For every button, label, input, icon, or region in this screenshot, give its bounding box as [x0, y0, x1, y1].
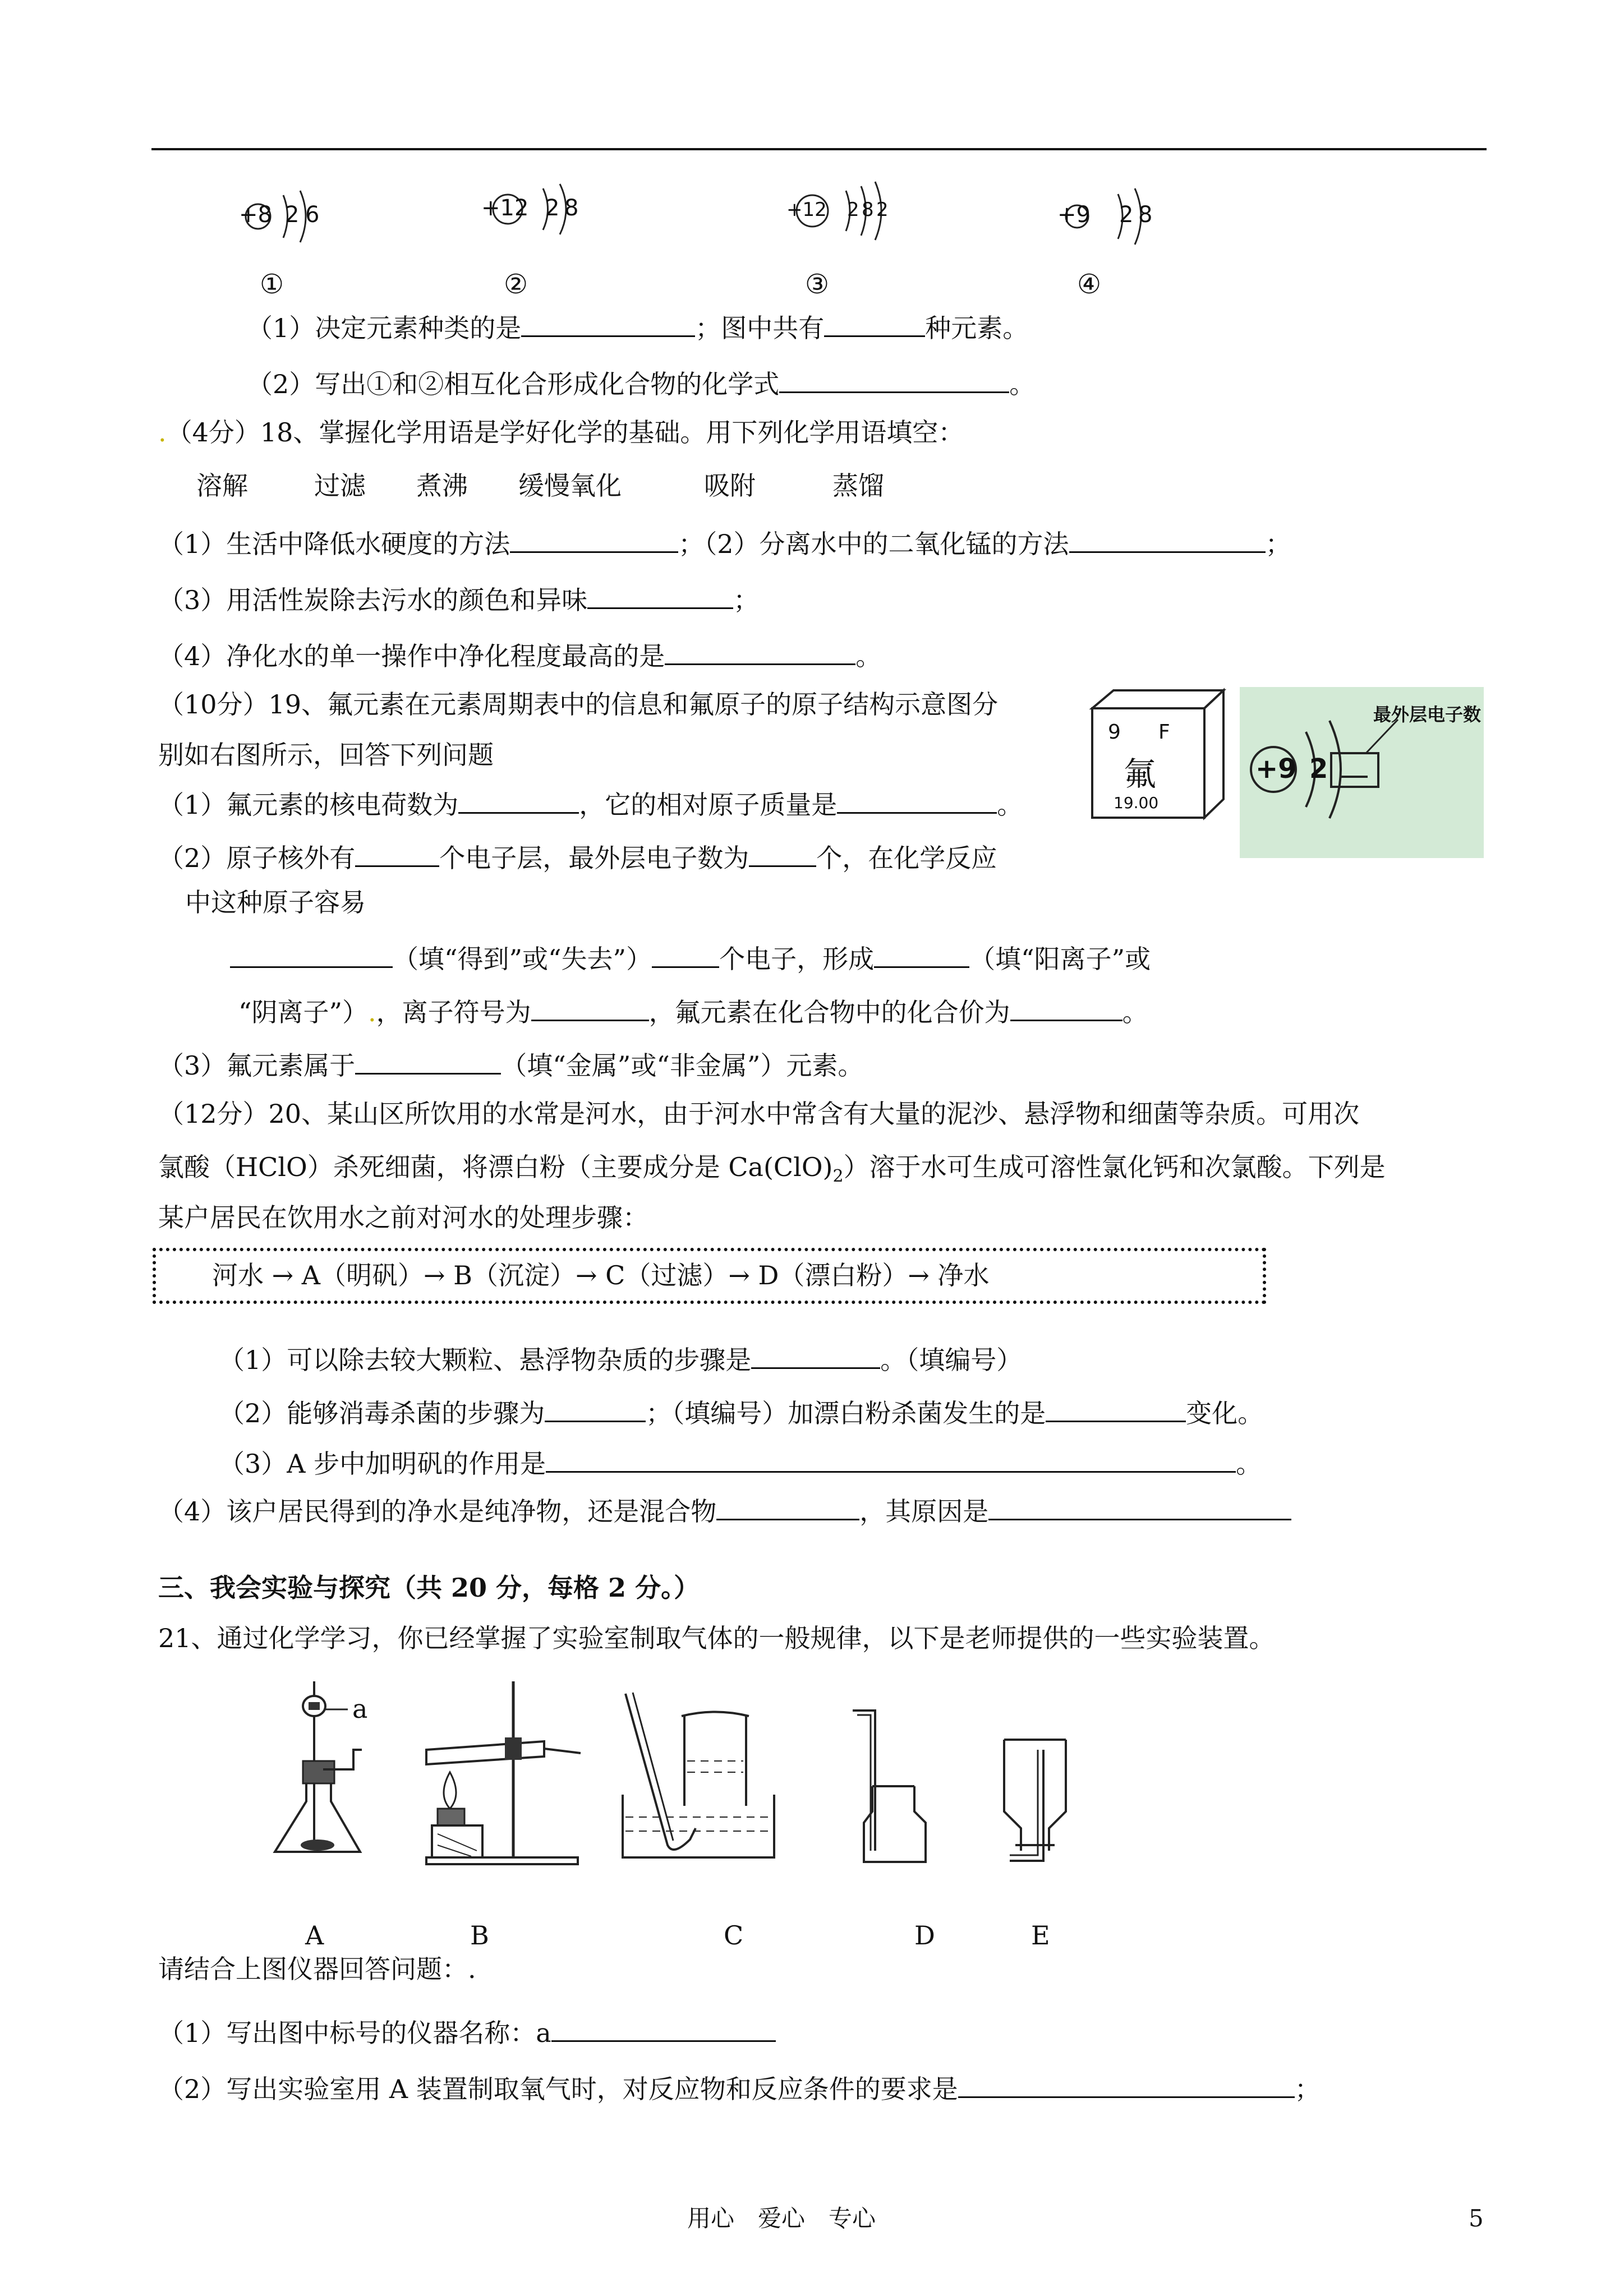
q20-step-3: （3）A 步中加明矾的作用是 。 [219, 1444, 1262, 1481]
q20-process-flow: 河水 → A（明矾）→ B（沉淀）→ C（过滤）→ D（漂白粉）→ 净水 [212, 1260, 990, 1290]
fluorine-symbol: F [1158, 721, 1170, 744]
apparatus-e [999, 1733, 1083, 1868]
term-distill: 蒸馏 [832, 471, 884, 501]
q21-intro: 请结合上图仪器回答问题：. [158, 1954, 476, 1984]
q19-line-3: 中这种原子容易 [185, 887, 366, 918]
apparatus-d-svg [847, 1705, 931, 1868]
apparatus-c [617, 1677, 780, 1868]
q19-line-2: （2）原子核外有 个电子层，最外层电子数为 个，在化学反应 [158, 838, 997, 875]
section-3-title: 三、我会实验与探究（共 20 分，每格 2 分。） [158, 1573, 700, 1603]
fluorine-nucleus: +9 [1255, 753, 1297, 785]
q19-blank-valence[interactable] [1010, 993, 1122, 1021]
apparatus-label-e: E [1031, 1920, 1050, 1951]
footer-motto: 用心 爱心 专心 [687, 2205, 876, 2232]
atom-1-shell-1: 2 [285, 202, 300, 228]
apparatus-label-d: D [914, 1920, 935, 1951]
atom-3-shell-2: 8 [862, 199, 874, 221]
term-adsorb: 吸附 [704, 471, 756, 501]
q21-blank-instrument-a[interactable] [551, 2013, 776, 2042]
q20-process-box [153, 1248, 1266, 1304]
q19-line-6: （3）氟元素属于 （填“金属”或“非金属”）元素。 [158, 1046, 863, 1083]
apparatus-d-wrap [847, 1705, 931, 1868]
fluorine-structure-panel [1240, 687, 1484, 858]
atom-number-3: ③ [805, 269, 830, 300]
atom-diagram-4 [1057, 178, 1203, 251]
apparatus-b-svg [415, 1677, 595, 1868]
atom-2-shell-2: 8 [564, 195, 579, 221]
outer-electron-label: 最外层电子数 [1373, 704, 1482, 725]
q18-line-3: （4）净化水的单一操作中净化程度最高的是 。 [158, 637, 881, 674]
term-dissolve: 溶解 [196, 471, 248, 501]
term-boil: 煮沸 [416, 471, 468, 501]
q19-blank-nuclear-charge[interactable] [458, 785, 579, 814]
apparatus-a [269, 1677, 381, 1868]
q19-heading-2: 别如右图所示，回答下列问题 [158, 740, 494, 770]
q17-blank-element-count[interactable] [824, 308, 925, 337]
q20-blank-change-type[interactable] [1046, 1394, 1186, 1422]
atom-4-shell-1: 2 [1119, 202, 1134, 228]
atom-4-nucleus: +9 [1057, 202, 1091, 228]
q20-step-1: （1）可以除去较大颗粒、悬浮物杂质的步骤是 。（填编号） [219, 1340, 1022, 1377]
q18-blank-best-purification[interactable] [665, 637, 855, 665]
atom-2-nucleus: +12 [481, 195, 529, 221]
q18-terms [196, 468, 1038, 503]
q19-blank-gain-lose[interactable] [230, 939, 393, 968]
apparatus-label-c: C [724, 1920, 744, 1951]
q19-blank-ion-type[interactable] [874, 939, 969, 968]
q20-step-2: （2）能够消毒杀菌的步骤为 ；（填编号）加漂白粉杀菌发生的是 变化。 [219, 1394, 1263, 1431]
apparatus-label-b: B [470, 1920, 489, 1951]
q20-blank-reason[interactable] [988, 1492, 1291, 1520]
q20-blank-pure-or-mixture[interactable] [716, 1492, 859, 1520]
fluorine-tile [1085, 687, 1231, 822]
q19-line-5: “阴离子”）.，离子符号为 ，氟元素在化合物中的化合价为 。 [238, 993, 1148, 1030]
apparatus-a-label-a: a [352, 1694, 368, 1724]
apparatus-b [415, 1677, 595, 1868]
q19-blank-metal-type[interactable] [355, 1046, 501, 1075]
q20-blank-remove-particles[interactable] [751, 1340, 880, 1369]
fluorine-name: 氟 [1124, 755, 1157, 793]
atom-2-shell-1: 2 [545, 195, 560, 221]
atom-number-1: ① [260, 269, 284, 300]
q20-line-1: （12分）20、某山区所饮用的水常是河水，由于河水中常含有大量的泥沙、悬浮物和细菌等杂质。可用次 [158, 1099, 1360, 1129]
q21-line-1: （1）写出图中标号的仪器名称：a [158, 2013, 776, 2050]
q19-blank-ion-symbol[interactable] [531, 993, 649, 1021]
q17-blank-determinant[interactable] [521, 308, 695, 337]
q21-prompt: 21、通过化学学习，你已经掌握了实验室制取气体的一般规律，以下是老师提供的一些实验装置。 [158, 1623, 1275, 1653]
atom-diagram-1 [236, 178, 381, 251]
term-slow-oxidation: 缓慢氧化 [518, 471, 622, 501]
atom-3-nucleus: +12 [786, 199, 827, 221]
atom-diagram-2 [477, 178, 623, 251]
apparatus-c-svg [617, 1677, 780, 1868]
q18-blank-hardness[interactable] [510, 524, 678, 553]
q21-line-2: （2）写出实验室用 A 装置制取氧气时，对反应物和反应条件的要求是 ； [158, 2069, 1321, 2106]
term-filter: 过滤 [314, 471, 366, 501]
atom-number-2: ② [504, 269, 528, 300]
q19-blank-outer-electrons[interactable] [749, 838, 816, 867]
q18-blank-activated-carbon[interactable] [587, 580, 733, 609]
apparatus-e-svg [999, 1733, 1083, 1868]
atom-diagram-3 [785, 178, 954, 251]
q20-blank-disinfect-step[interactable] [545, 1394, 646, 1422]
q19-blank-electron-count[interactable] [652, 939, 719, 968]
q20-step-4: （4）该户居民得到的净水是纯净物，还是混合物 ，其原因是 [158, 1492, 1291, 1529]
fluorine-mass: 19.00 [1114, 794, 1159, 812]
q18-heading: .（4分）18、掌握化学用语是学好化学的基础。用下列化学用语填空： [158, 417, 964, 448]
q17-line-2: （2）写出①和②相互化合形成化合物的化学式 。 [247, 365, 1035, 402]
atom-3-shell-1: 2 [847, 199, 859, 221]
header-rule [151, 148, 1487, 150]
q17-line-1: （1）决定元素种类的是 ；图中共有 种元素。 [247, 308, 1028, 345]
q19-line-1: （1）氟元素的核电荷数为 ，它的相对原子质量是 。 [158, 785, 1023, 822]
atom-1-nucleus: +8 [239, 202, 272, 228]
q19-line-4: （填“得到”或“失去”） 个电子，形成 （填“阳离子”或 [230, 939, 1151, 976]
q20-blank-alum-role[interactable] [546, 1444, 1236, 1473]
apparatus-label-a: A [305, 1920, 324, 1951]
q18-blank-mno2[interactable] [1069, 524, 1266, 553]
q19-blank-shell-count[interactable] [355, 838, 439, 867]
atom-4-shell-2: 8 [1138, 202, 1153, 228]
q18-line-2: （3）用活性炭除去污水的颜色和异味 ； [158, 580, 759, 617]
q20-line-3: 某户居民在饮用水之前对河水的处理步骤： [158, 1202, 648, 1233]
atom-number-4: ④ [1077, 269, 1102, 300]
q20-line-2: 氯酸（HClO）杀死细菌，将漂白粉（主要成分是 $Ca(ClO)_2$）溶于水可生成可溶性氯化钙和次氯酸。下列是 [158, 1152, 1386, 1187]
q21-blank-reactant-conditions[interactable] [958, 2069, 1295, 2098]
fluorine-atomic-number: 9 [1108, 721, 1121, 744]
q19-blank-atomic-mass[interactable] [837, 785, 997, 814]
atom-3-shell-3: 2 [876, 199, 889, 221]
atom-1-shell-2: 6 [305, 202, 320, 228]
q19-heading-1: （10分）19、氟元素在元素周期表中的信息和氟原子的原子结构示意图分 [158, 689, 999, 720]
q18-line-1: （1）生活中降低水硬度的方法 ；（2）分离水中的二氧化锰的方法 ； [158, 524, 1291, 561]
fluorine-shell-1: 2 [1309, 753, 1328, 785]
q17-blank-formula[interactable] [779, 365, 1009, 393]
page-number: 5 [1469, 2205, 1484, 2232]
